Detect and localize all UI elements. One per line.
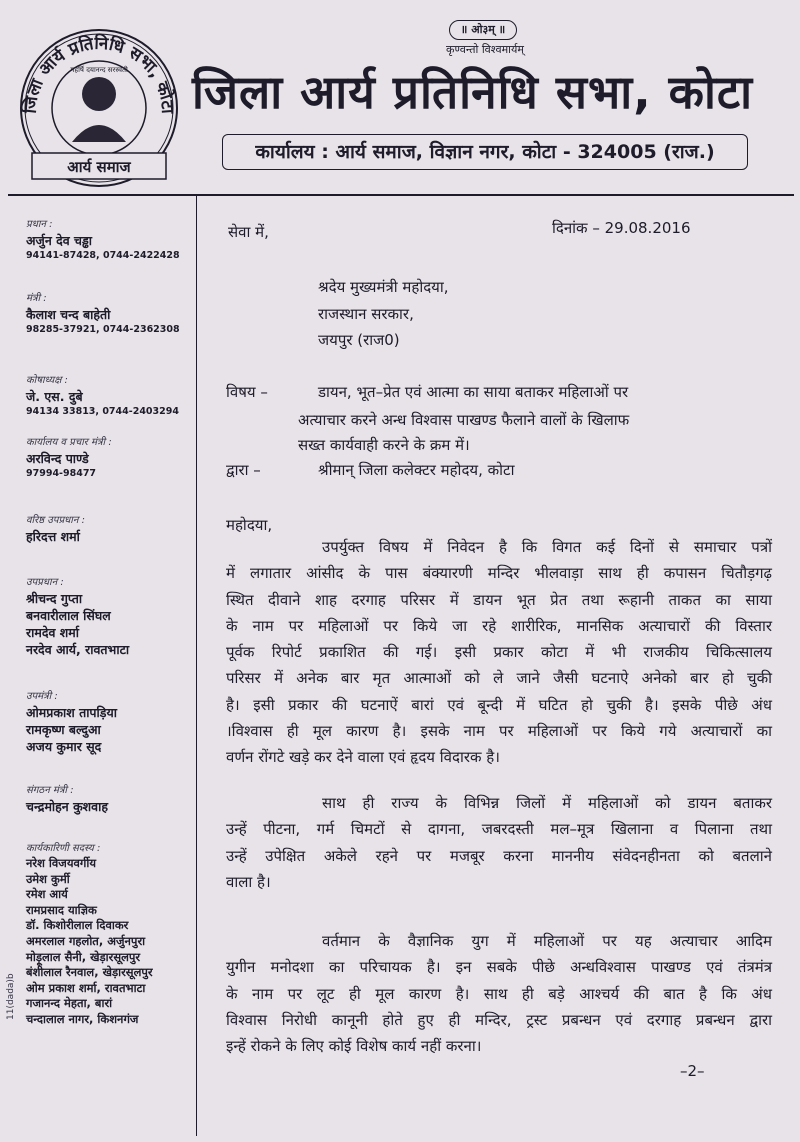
- office-minister-phone: 97994-98477: [26, 468, 97, 479]
- paragraph-1: [226, 534, 772, 771]
- via-text: श्रीमान् जिला कलेक्टर महोदय, कोटा: [318, 461, 515, 479]
- org-minister-name: चन्द्रमोहन कुशवाह: [26, 799, 109, 814]
- deputy-minister-name: अजय कुमार सूद: [26, 739, 102, 754]
- executive-members-title: कार्यकारिणी सदस्य :: [26, 843, 101, 854]
- president-phone: 94141-87428, 0744-2422428: [26, 250, 180, 261]
- paragraph-line: ।विश्वास ही मूल कारण है। इसके नाम पर महिलाओं पर किये गये अत्याचारों का: [226, 722, 772, 741]
- vice-president-name: रामदेव शर्मा: [26, 625, 79, 640]
- om-emblem: ॥ ओ३म् ॥: [449, 20, 517, 40]
- paragraph-line: विश्वास निरोधी कानूनी होते हुए ही मन्दिर, ट्रस्ट प्रबन्धन एवं दरगाह प्रबन्धन द्वारा: [226, 1010, 772, 1029]
- subject-line: अत्याचार करने अन्ध विश्वास पाखण्ड फैलाने वालों के खिलाफ: [298, 411, 630, 429]
- paragraph-line: उन्हें उपेक्षित अकेले रहने पर मजबूर करना माननीय संवेदनहीनता को बतलाने: [226, 846, 772, 865]
- office-minister-title: कार्यालय व प्रचार मंत्री :: [26, 437, 112, 448]
- paragraph-2: [226, 790, 772, 895]
- seal-inner-text: महर्षि दयानन्द सरस्वती: [70, 66, 128, 74]
- office-address: कार्यालय : आर्य समाज, विज्ञान नगर, कोटा - 324005 (राज.): [222, 134, 748, 170]
- paragraph-line: साथ ही राज्य के विभिन्न जिलों में महिलाओं को डायन बताकर: [322, 794, 772, 812]
- subject-label: विषय –: [226, 383, 268, 401]
- paragraph-line: के नाम पर महिलाओं पर किये जा रहे शारीरिक, मानसिक अत्याचारों की विस्तार: [226, 616, 772, 635]
- seal-ring-text: जिला आर्य प्रतिनिधि सभा, कोटा: [20, 33, 178, 115]
- paragraph-line: उन्हें पीटना, गर्म चिमटों से दागना, जबरदस्ती मल–मूत्र खिलाना व पिलाना तथा: [226, 820, 772, 839]
- executive-member-name: डॉ. किशोरीलाल दिवाकर: [26, 918, 129, 933]
- treasurer-block: [26, 374, 194, 419]
- executive-member-name: रमेश आर्य: [26, 887, 68, 902]
- paragraph-line: स्थित दीवाने शाह दरगाह परिसर में डायन भूत प्रेत तथा रूहानी ताकत का साया: [226, 590, 772, 609]
- addressee-line: जयपुर (राज0): [318, 331, 400, 349]
- side-reference-code: 11(dada)b: [6, 973, 16, 1020]
- paragraph-line: में लगातार आंसीद के पास बंक्यारणी मन्दिर भीलवाड़ा साथ ही कपासन चितौड़गढ़: [226, 564, 772, 583]
- executive-member-name: चन्दालाल नागर, किशनगंज: [26, 1011, 139, 1026]
- deputy-minister-name: रामकृष्ण बल्दुआ: [26, 722, 101, 737]
- paragraph-3: [226, 928, 772, 1059]
- paragraph-line: परिसर में अनेक बार मृत आत्माओं को ले जाने जैसी घटनाऐ अनेको बार हो चुकी: [226, 669, 772, 688]
- secretary-block: [26, 292, 194, 337]
- secretary-name: कैलाश चन्द बाहेती: [26, 307, 111, 322]
- seal-banner-text: आर्य समाज: [67, 158, 131, 176]
- sidebar-divider: [196, 196, 197, 1136]
- deputy-ministers-title: उपमंत्री :: [26, 691, 58, 702]
- president-title: प्रधान :: [26, 219, 53, 230]
- executive-member-name: बंशीलाल रैनवाल, खेड़ारसूलपुर: [26, 965, 153, 980]
- paragraph-line: युगीन मनोदशा का परिचायक है। इन सबके पीछे अन्धविश्वास पाखण्ड एवं तंत्रमंत्र: [226, 958, 772, 977]
- org-minister-block: [26, 784, 194, 815]
- addressee-line: राजस्थान सरकार,: [318, 305, 414, 323]
- senior-vp-name: हरिदत्त शर्मा: [26, 529, 80, 544]
- president-name: अर्जुन देव चड्ढा: [26, 233, 93, 248]
- vice-presidents-block: [26, 576, 194, 658]
- paragraph-line: है। इसी प्रकार की घटनाऐं बारां एवं बून्दी में घटित हो चुकी है। इसके पीछे अंध: [226, 695, 772, 714]
- office-minister-name: अरविन्द पाण्डे: [26, 451, 89, 466]
- executive-member-name: मोड़ूलाल सैनी, खेड़ारसूलपुर: [26, 949, 141, 964]
- subject-line: डायन, भूत–प्रेत एवं आत्मा का साया बताकर महिलाओं पर: [318, 383, 629, 401]
- deputy-ministers-block: [26, 690, 194, 755]
- executive-member-name: अमरलाल गहलोत, अर्जुनपुरा: [26, 933, 146, 948]
- vice-president-name: बनवारीलाल सिंघल: [26, 608, 111, 623]
- paragraph-line: इन्हें रोकने के लिए कोई विशेष कार्य नहीं करना।: [226, 1037, 482, 1056]
- executive-member-name: नरेश विजयवर्गीय: [26, 856, 97, 870]
- paragraph-line: वर्तमान के वैज्ञानिक युग में महिलाओं पर यह अत्याचार आदिम: [322, 932, 772, 950]
- org-minister-title: संगठन मंत्री :: [26, 785, 74, 796]
- organization-seal: [14, 12, 184, 190]
- via-label: द्वारा –: [226, 461, 261, 479]
- paragraph-line: वाला है।: [226, 872, 271, 891]
- treasurer-name: जे. एस. दुबे: [26, 389, 83, 404]
- vice-president-name: श्रीचन्द गुप्ता: [26, 591, 83, 606]
- office-bearers-sidebar: [0, 196, 196, 1142]
- executive-member-name: उमेश कुर्मी: [26, 871, 70, 886]
- deputy-minister-name: ओमप्रकाश तापड़िया: [26, 705, 117, 720]
- vice-president-name: नरदेव आर्य, रावतभाटा: [26, 642, 130, 657]
- addressee-line: श्रदेय मुख्यमंत्री महोदया,: [318, 278, 449, 296]
- paragraph-line: के नाम पर लूट ही मूल कारण है। साथ ही बड़े आश्चर्य की बात है कि अंध: [226, 984, 772, 1003]
- page-marker: –2–: [680, 1062, 705, 1080]
- executive-member-name: ओम प्रकाश शर्मा, रावतभाटा: [26, 980, 146, 995]
- executive-members-block: [26, 842, 194, 1028]
- paragraph-line: वर्णन रोंगटे खड़े कर देने वाला एवं हृदय विदारक है।: [226, 748, 500, 767]
- organization-title: जिला आर्य प्रतिनिधि सभा, कोटा: [192, 65, 754, 119]
- executive-member-name: गजानन्द मेहता, बारां: [26, 996, 113, 1011]
- treasurer-phone: 94134 33813, 0744-2403294: [26, 406, 179, 417]
- office-minister-block: [26, 436, 194, 481]
- senior-vp-title: वरिष्ठ उपप्रधान :: [26, 515, 85, 526]
- salutation: महोदया,: [226, 516, 273, 534]
- letter-date: दिनांक – 29.08.2016: [552, 219, 691, 237]
- subject-line: सख्त कार्यवाही करने के क्रम में।: [298, 436, 470, 454]
- motto: कृण्वन्तो विश्वमार्यम्: [446, 43, 524, 56]
- president-block: [26, 218, 194, 263]
- recipient-line: सेवा में,: [228, 223, 269, 241]
- executive-member-name: रामप्रसाद याज्ञिक: [26, 902, 97, 917]
- secretary-title: मंत्री :: [26, 293, 47, 304]
- treasurer-title: कोषाध्यक्ष :: [26, 375, 68, 386]
- paragraph-line: पूर्वक रिपोर्ट प्रकाशित की गई। इसी प्रकार कोटा में भी राजकीय चिकित्सालय: [226, 643, 772, 662]
- vice-presidents-title: उपप्रधान :: [26, 577, 64, 588]
- paragraph-line: उपर्युक्त विषय में निवेदन है कि विगत कई दिनों से समाचार पत्रों: [322, 538, 772, 556]
- secretary-phone: 98285-37921, 0744-2362308: [26, 324, 180, 335]
- senior-vp-block: [26, 514, 194, 545]
